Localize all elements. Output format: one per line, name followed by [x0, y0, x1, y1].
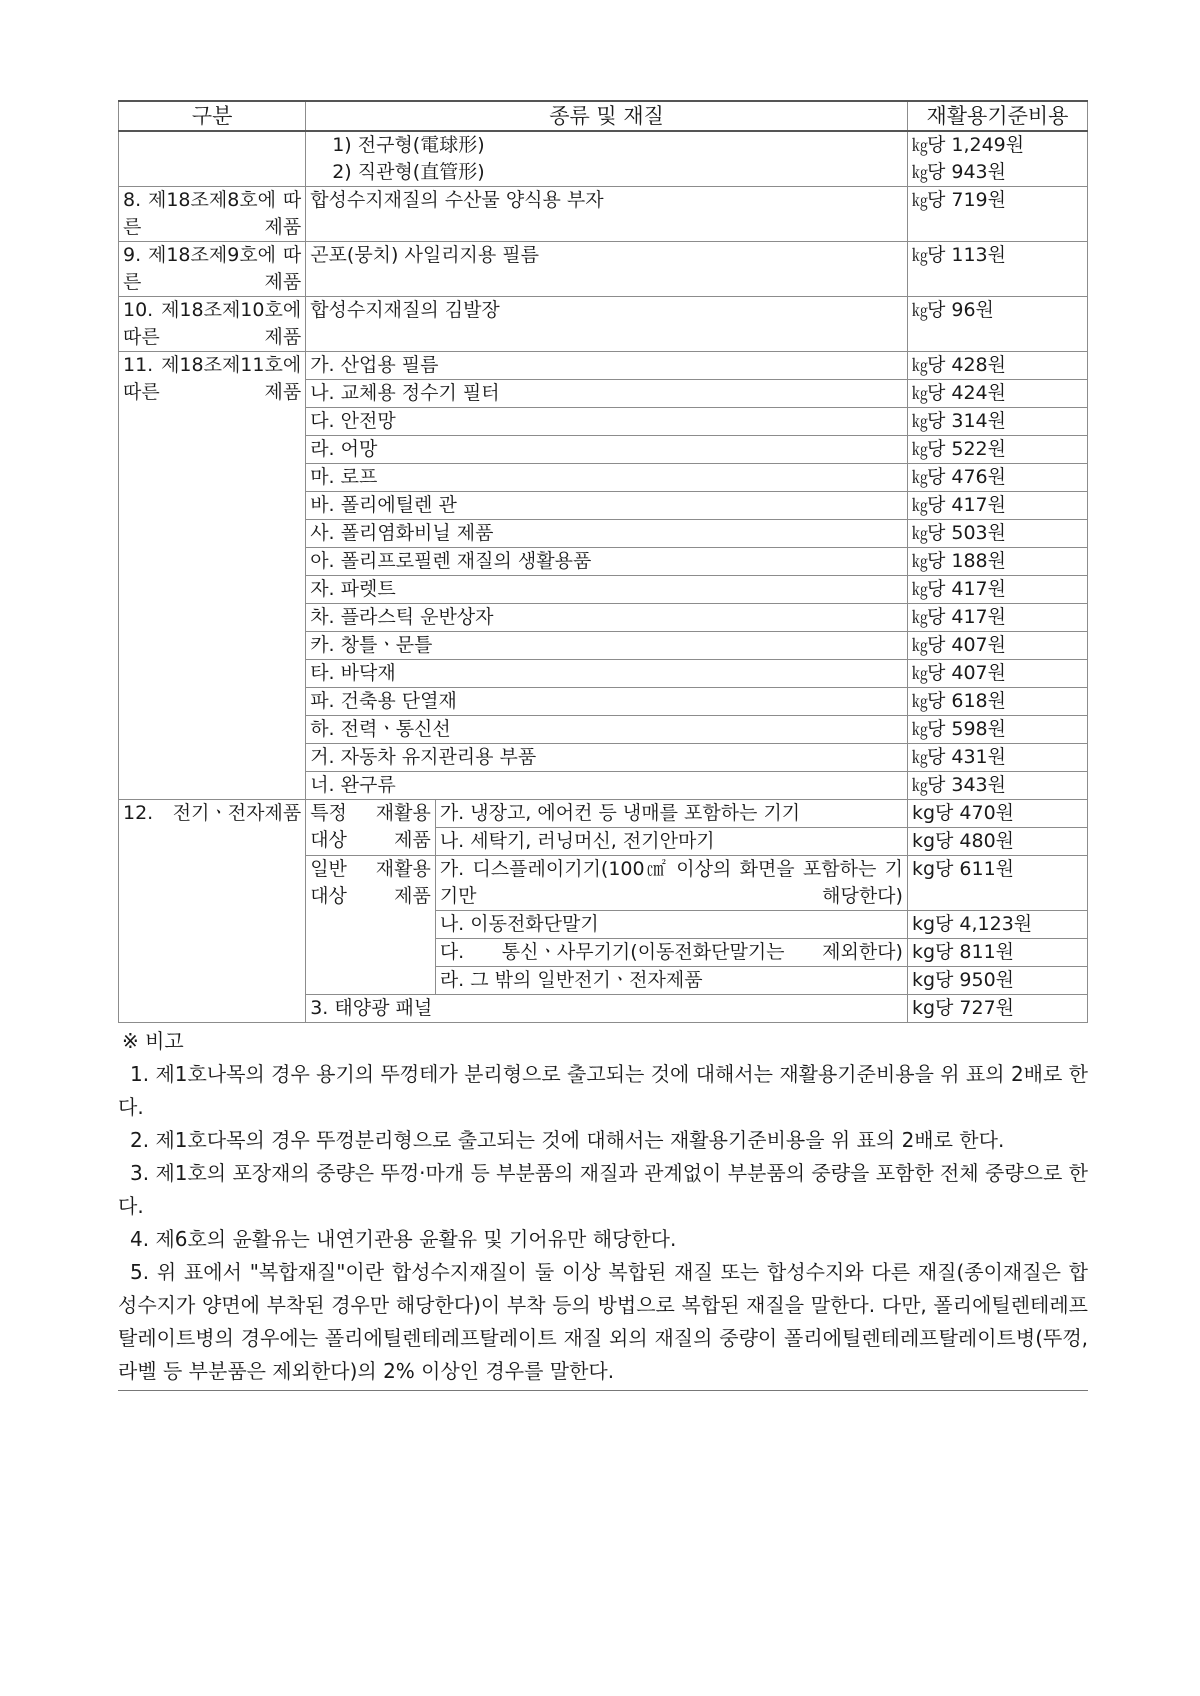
cost-cell: ㎏당 417원: [907, 576, 1087, 604]
cost-cell: ㎏당 424원: [907, 380, 1087, 408]
table-header-row: [119, 101, 1088, 131]
item-cell: 타. 바닥재: [306, 660, 908, 688]
item-cell: 라. 어망: [306, 436, 908, 464]
item-cell: 합성수지재질의 수산물 양식용 부자: [306, 187, 908, 242]
item-cell: 가. 냉장고, 에어컨 등 냉매를 포함하는 기기: [435, 800, 907, 828]
cost-cell: kg당 727원: [907, 995, 1087, 1023]
notes-section: [118, 1025, 1088, 1391]
cost-cell: ㎏당 417원: [907, 492, 1087, 520]
item-cell: 가. 산업용 필름: [306, 352, 908, 380]
cost-cell: ㎏당 618원: [907, 688, 1087, 716]
item-cell: 가. 디스플레이기기(100㎠ 이상의 화면을 포함하는 기기만 해당한다): [435, 856, 907, 911]
cost-cell: ㎏당 96원: [907, 297, 1087, 352]
item-cell: 차. 플라스틱 운반상자: [306, 604, 908, 632]
item-cell: 자. 파렛트: [306, 576, 908, 604]
cost-cell: ㎏당 417원: [907, 604, 1087, 632]
cost-cell: ㎏당 598원: [907, 716, 1087, 744]
note-item: 5. 위 표에서 "복합재질"이란 합성수지재질이 둘 이상 복합된 재질 또는 합성수지와 다른 재질(종이재질은 합성수지가 양면에 부착된 경우만 해당한다)이 부착 등의 방법으로 복합된 재질을 말한다. 다만, 폴리에틸렌테레프탈레이트병의 경우에는 폴리에틸렌테레프탈레이트 재질 외의 재질의 중량이 폴리에틸렌테레프탈레이트병(뚜껑, 라벨 등 부분품은 제외한다)의 2% 이상인 경우를 말한다.: [118, 1260, 1088, 1383]
document-sheet: [118, 100, 1088, 1391]
item-cell: 하. 전력ㆍ통신선: [306, 716, 908, 744]
item-cell: 다. 통신ㆍ사무기기(이동전화단말기는 제외한다): [435, 939, 907, 967]
category-label: 12. 전기ㆍ전자제품: [123, 802, 302, 824]
notes-heading: ※ 비고: [122, 1029, 184, 1053]
item-cell: 사. 폴리염화비닐 제품: [306, 520, 908, 548]
category-cell: 9. 제18조제9호에 따른 제품: [119, 242, 306, 297]
table-row: [119, 131, 1088, 159]
note-item: 3. 제1호의 포장재의 중량은 뚜껑·마개 등 부분품의 재질과 관계없이 부분품의 중량을 포함한 전체 중량으로 한다.: [118, 1161, 1088, 1218]
item-cell: 나. 교체용 정수기 필터: [306, 380, 908, 408]
table-row: [119, 242, 1088, 297]
item-cell: 나. 이동전화단말기: [435, 911, 907, 939]
cost-cell: kg당 611원: [907, 856, 1087, 911]
item-cell: 2) 직관형(直管形): [306, 159, 908, 187]
category-cell: 8. 제18조제8호에 따른 제품: [119, 187, 306, 242]
table-row: [119, 297, 1088, 352]
category-label: 11. 제18조제11호에 따른 제품: [123, 354, 302, 403]
cost-cell: kg당 4,123원: [907, 911, 1087, 939]
cost-cell: ㎏당 407원: [907, 660, 1087, 688]
cost-cell: ㎏당 314원: [907, 408, 1087, 436]
item-cell: 아. 폴리프로필렌 재질의 생활용품: [306, 548, 908, 576]
category-cell: [119, 800, 306, 1023]
item-cell: 라. 그 밖의 일반전기ㆍ전자제품: [435, 967, 907, 995]
cost-cell: ㎏당 431원: [907, 744, 1087, 772]
category-cell-continued: [119, 131, 306, 187]
cost-cell: ㎏당 113원: [907, 242, 1087, 297]
cost-cell: ㎏당 428원: [907, 352, 1087, 380]
subcategory-cell-general: 일반 재활용 대상 제품: [306, 856, 436, 995]
item-cell: 바. 폴리에틸렌 관: [306, 492, 908, 520]
cost-cell: ㎏당 188원: [907, 548, 1087, 576]
item-cell: 거. 자동차 유지관리용 부품: [306, 744, 908, 772]
item-cell: 합성수지재질의 김발장: [306, 297, 908, 352]
note-item: 1. 제1호나목의 경우 용기의 뚜껑테가 분리형으로 출고되는 것에 대해서는 재활용기준비용을 위 표의 2배로 한다.: [118, 1062, 1088, 1119]
table-row: [119, 187, 1088, 242]
header-cost: 재활용기준비용: [907, 101, 1087, 131]
cost-cell: kg당 480원: [907, 828, 1087, 856]
note-item: 2. 제1호다목의 경우 뚜껑분리형으로 출고되는 것에 대해서는 재활용기준비용을 위 표의 2배로 한다.: [130, 1128, 1005, 1152]
item-cell: 파. 건축용 단열재: [306, 688, 908, 716]
item-cell: 카. 창틀ㆍ문틀: [306, 632, 908, 660]
cost-cell: ㎏당 407원: [907, 632, 1087, 660]
item-cell: 1) 전구형(電球形): [306, 131, 908, 159]
table-row: [119, 352, 1088, 380]
cost-cell: ㎏당 522원: [907, 436, 1087, 464]
cost-cell: ㎏당 719원: [907, 187, 1087, 242]
cost-cell: kg당 811원: [907, 939, 1087, 967]
header-category: 구분: [119, 101, 306, 131]
recycling-cost-table: [118, 100, 1088, 1023]
table-row: [119, 800, 1088, 828]
subcategory-cell-special: 특정 재활용 대상 제품: [306, 800, 436, 856]
cost-cell: ㎏당 476원: [907, 464, 1087, 492]
cost-cell: ㎏당 343원: [907, 772, 1087, 800]
category-cell: [119, 352, 306, 800]
cost-cell: ㎏당 503원: [907, 520, 1087, 548]
cost-cell: kg당 950원: [907, 967, 1087, 995]
item-cell: 곤포(뭉치) 사일리지용 필름: [306, 242, 908, 297]
item-cell: 너. 완구류: [306, 772, 908, 800]
item-cell: 다. 안전망: [306, 408, 908, 436]
item-cell: 마. 로프: [306, 464, 908, 492]
cost-cell: ㎏당 1,249원: [907, 131, 1087, 159]
note-item: 4. 제6호의 윤활유는 내연기관용 윤활유 및 기어유만 해당한다.: [130, 1227, 677, 1251]
category-cell: 10. 제18조제10호에 따른 제품: [119, 297, 306, 352]
cost-cell: ㎏당 943원: [907, 159, 1087, 187]
header-type: 종류 및 재질: [306, 101, 908, 131]
cost-cell: kg당 470원: [907, 800, 1087, 828]
item-cell: 3. 태양광 패널: [306, 995, 908, 1023]
item-cell: 나. 세탁기, 러닝머신, 전기안마기: [435, 828, 907, 856]
